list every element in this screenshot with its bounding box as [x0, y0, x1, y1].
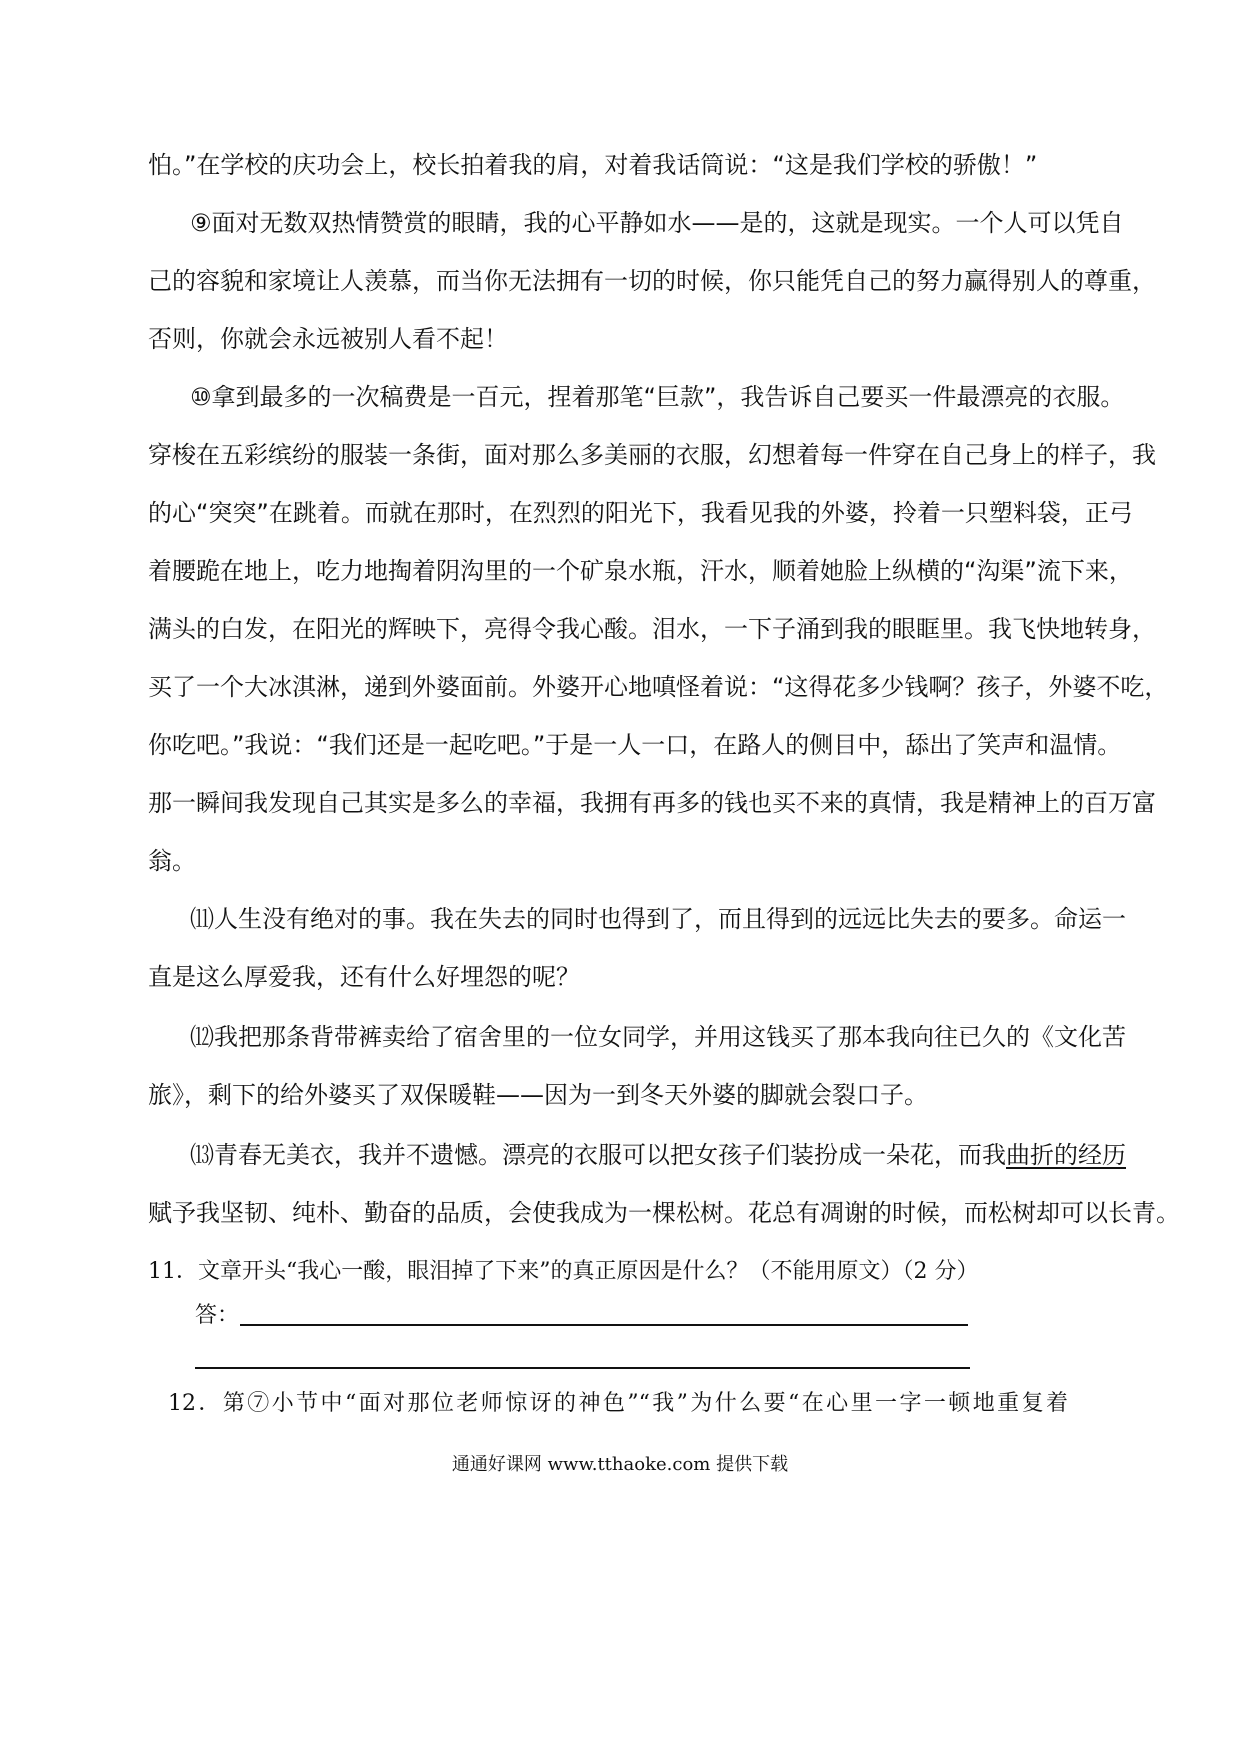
paragraph-10-line-1: ⑩拿到最多的一次稿费是一百元，捏着那笔“巨款”，我告诉自己要买一件最漂亮的衣服。: [190, 383, 1125, 411]
paragraph-12-line-2: 旅》，剩下的给外婆买了双保暖鞋——因为一到冬天外婆的脚就会裂口子。: [148, 1081, 928, 1109]
paragraph-10-line-7: 你吃吧。”我说：“我们还是一起吃吧。”于是一人一口，在路人的侧目中，舔出了笑声和温情。: [148, 731, 1122, 759]
paragraph-9-line-1: ⑨面对无数双热情赞赏的眼睛，我的心平静如水——是的，这就是现实。一个人可以凭自: [190, 209, 1124, 237]
answer-line-1: [240, 1324, 968, 1326]
answer-line-2: [195, 1367, 970, 1369]
paragraph-13-line-1: [190, 1138, 1126, 1172]
answer-label: 答：: [195, 1303, 240, 1328]
footer-download-notice: 通通好课网 www.tthaoke.com 提供下载: [451, 1454, 789, 1475]
paragraph-10-line-3: 的心“突突”在跳着。而就在那时，在烈烈的阳光下，我看见我的外婆，拎着一只塑料袋，正弓: [148, 499, 1133, 527]
paragraph-9-line-2: 己的容貌和家境让人羡慕，而当你无法拥有一切的时候，你只能凭自己的努力赢得别人的尊重，: [148, 267, 1156, 295]
paragraph-10-line-6: 买了一个大冰淇淋，递到外婆面前。外婆开心地嗔怪着说：“这得花多少钱啊？孩子，外婆不吃，: [148, 673, 1169, 701]
paragraph-9-line-3: 否则，你就会永远被别人看不起！: [148, 325, 508, 353]
underlined-phrase: 曲折的经历: [1006, 1141, 1126, 1169]
question-12: 12．第⑦小节中“面对那位老师惊讶的神色”“我”为什么要“在心里一字一顿地重复着: [168, 1391, 1068, 1416]
question-11: 11．文章开头“我心一酸，眼泪掉了下来”的真正原因是什么？（不能用原文）（2 分）: [148, 1259, 979, 1284]
paragraph-13-line-1-text: ⒀青春无美衣，我并不遗憾。漂亮的衣服可以把女孩子们装扮成一朵花，而我: [190, 1141, 1006, 1169]
paragraph-12-line-1: ⑿我把那条背带裤卖给了宿舍里的一位女同学，并用这钱买了那本我向往已久的《文化苦: [190, 1023, 1126, 1051]
paragraph-10-line-9: 翁。: [148, 847, 196, 875]
paragraph-11-line-1: ⑾人生没有绝对的事。我在失去的同时也得到了，而且得到的远远比失去的要多。命运一: [190, 905, 1126, 933]
paragraph-11-line-2: 直是这么厚爱我，还有什么好埋怨的呢？: [148, 963, 580, 991]
paragraph-8-line-1: 怕。”在学校的庆功会上，校长拍着我的肩，对着我话筒说：“这是我们学校的骄傲！”: [148, 151, 1038, 179]
paragraph-10-line-5: 满头的白发，在阳光的辉映下，亮得令我心酸。泪水，一下子涌到我的眼眶里。我飞快地转身，: [148, 615, 1156, 643]
paragraph-10-line-8: 那一瞬间我发现自己其实是多么的幸福，我拥有再多的钱也买不来的真情，我是精神上的百万富: [148, 789, 1156, 817]
paragraph-10-line-4: 着腰跪在地上，吃力地掏着阴沟里的一个矿泉水瓶，汗水，顺着她脸上纵横的“沟渠”流下来，: [148, 557, 1133, 585]
paragraph-10-line-2: 穿梭在五彩缤纷的服装一条街，面对那么多美丽的衣服，幻想着每一件穿在自己身上的样子，我: [148, 441, 1156, 469]
paragraph-13-line-2: 赋予我坚韧、纯朴、勤奋的品质，会使我成为一棵松树。花总有凋谢的时候，而松树却可以长青。: [148, 1199, 1180, 1227]
